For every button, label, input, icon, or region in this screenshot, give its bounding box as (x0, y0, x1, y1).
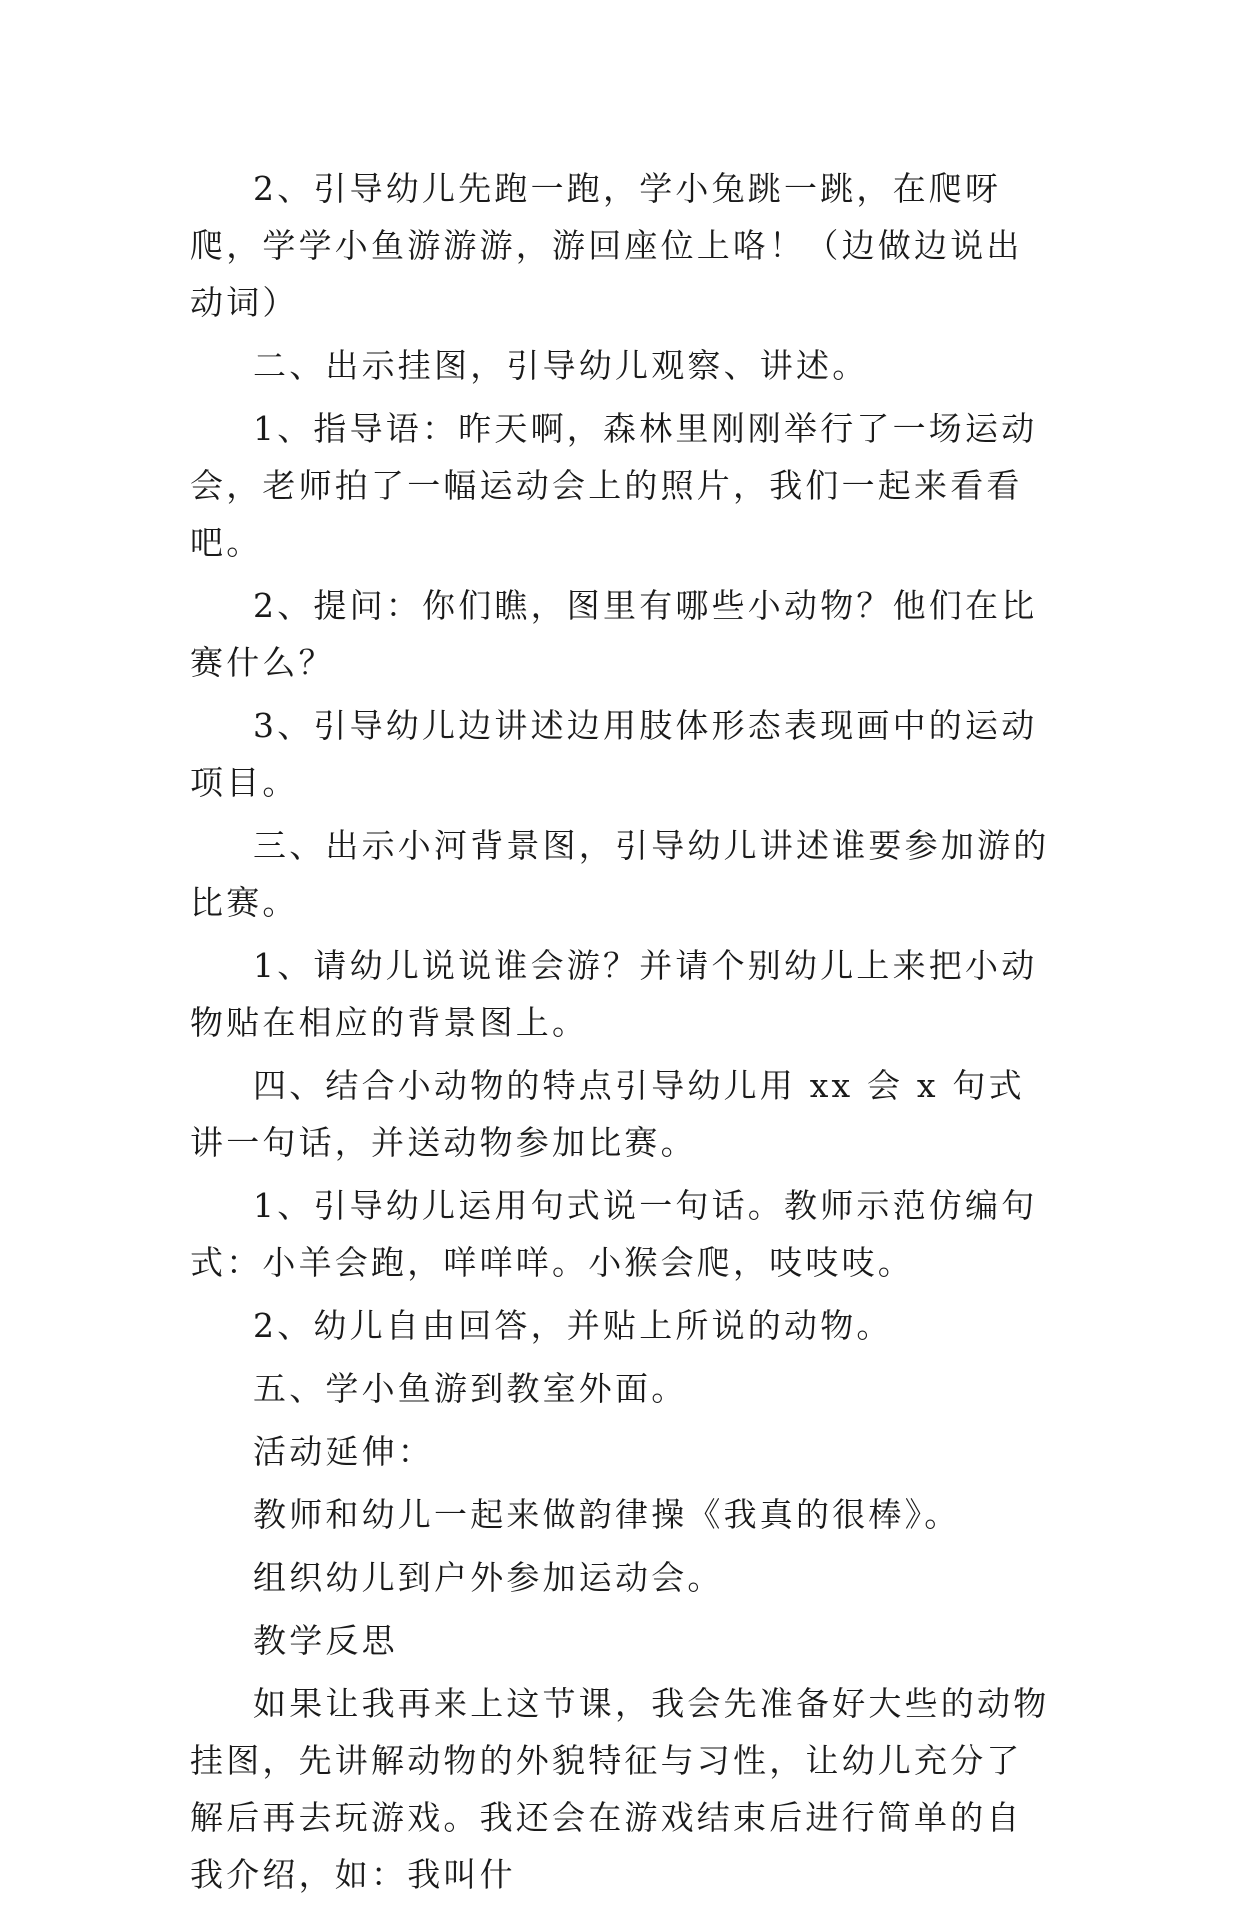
paragraph-section-four-heading: 四、结合小动物的特点引导幼儿用 xx 会 x 句式讲一句话，并送动物参加比赛。 (190, 1066, 1025, 1162)
paragraph-reflection-heading: 教学反思 (253, 1621, 398, 1660)
paragraph-section-three-heading: 三、出示小河背景图，引导幼儿讲述谁要参加游的比赛。 (190, 826, 1050, 922)
paragraph-rhythm-exercise: 教师和幼儿一起来做韵律操《我真的很棒》。 (253, 1495, 961, 1534)
document-body (190, 160, 1050, 1909)
paragraph-question: 2、提问：你们瞧，图里有哪些小动物？他们在比赛什么？ (190, 586, 1038, 682)
paragraph-guide-speech: 1、指导语：昨天啊，森林里刚刚举行了一场运动会，老师拍了一幅运动会上的照片，我们一起来看看吧。 (190, 409, 1038, 562)
paragraph-guide-movement: 2、引导幼儿先跑一跑，学小兔跳一跳，在爬呀爬，学学小鱼游游游，游回座位上咯！（边做边说出动词） (190, 169, 1023, 322)
paragraph-sentence-pattern: 1、引导幼儿运用句式说一句话。教师示范仿编句式：小羊会跑，咩咩咩。小猴会爬，吱吱吱。 (190, 1186, 1038, 1282)
paragraph-free-answer: 2、幼儿自由回答，并贴上所说的动物。 (253, 1306, 893, 1345)
paragraph-section-two-heading: 二、出示挂图，引导幼儿观察、讲述。 (253, 346, 869, 385)
paragraph-reflection-body: 如果让我再来上这节课，我会先准备好大些的动物挂图，先讲解动物的外貌特征与习性，让幼儿充分了解后再去玩游戏。我还会在游戏结束后进行简单的自我介绍，如：我叫什 (190, 1684, 1050, 1894)
paragraph-outdoor-games: 组织幼儿到户外参加运动会。 (253, 1558, 724, 1597)
paragraph-activity-extension: 活动延伸： (253, 1432, 434, 1471)
paragraph-who-can-swim: 1、请幼儿说说谁会游？并请个别幼儿上来把小动物贴在相应的背景图上。 (190, 946, 1038, 1042)
paragraph-section-five-heading: 五、学小鱼游到教室外面。 (253, 1369, 688, 1408)
paragraph-body-expression: 3、引导幼儿边讲述边用肢体形态表现画中的运动项目。 (190, 706, 1038, 802)
